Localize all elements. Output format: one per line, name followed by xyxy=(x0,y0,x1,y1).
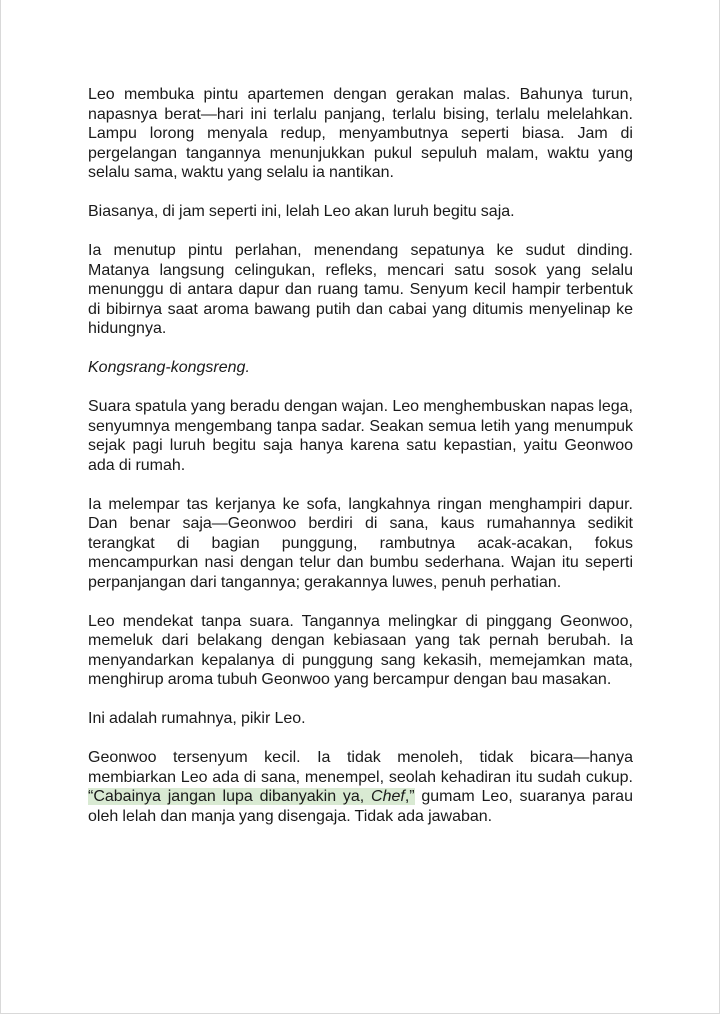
paragraph-8: Ini adalah rumahnya, pikir Leo. xyxy=(88,710,306,727)
paragraph-9 xyxy=(88,748,633,826)
paragraph-9-tail: gumam Leo, suaranya parau oleh lelah dan manja yang disengaja. Tidak ada jawaban. xyxy=(88,788,633,825)
paragraph-1: Leo membuka pintu apartemen dengan gerakan malas. Bahunya turun, napasnya berat—hari ini terlalu panjang, terlalu bising, terlalu melelahkan. Lampu lorong menyala redup, menyambutnya seperti biasa. Jam di pergelangan tangannya menunjukkan pukul sepuluh malam, waktu yang selalu sama, waktu yang selalu ia nantikan. xyxy=(88,86,633,181)
paragraph-7: Leo mendekat tanpa suara. Tangannya melingkar di pinggang Geonwoo, memeluk dari belakang dengan kebiasaan yang tak pernah berubah. Ia menyandarkan kepalanya di punggung sang kekasih, memejamkan mata, menghirup aroma tubuh Geonwoo yang bercampur dengan bau masakan. xyxy=(88,612,633,688)
highlighted-quote xyxy=(88,788,415,805)
paragraph-2: Biasanya, di jam seperti ini, lelah Leo akan luruh begitu saja. xyxy=(88,203,515,220)
paragraph-9-lead: Geonwoo tersenyum kecil. Ia tidak menoleh, tidak bicara—hanya membiarkan Leo ada di sana, menempel, seolah kehadiran itu sudah cukup. xyxy=(88,749,633,786)
paragraph-6: Ia melempar tas kerjanya ke sofa, langkahnya ringan menghampiri dapur. Dan benar saja—Geonwoo berdiri di sana, kaus rumahannya sedikit terangkat di bagian punggung, rambutnya acak-acakan, fokus mencampurkan nasi dengan telur dan bumbu sederhana. Wajan itu seperti perpanjangan dari tangannya; gerakannya luwes, penuh perhatian. xyxy=(88,495,633,591)
paragraph-3: Ia menutup pintu perlahan, menendang sepatunya ke sudut dinding. Matanya langsung celingukan, refleks, mencari satu sosok yang selalu menunggu di antara dapur dan ruang tamu. Senyum kecil hampir terbentuk di bibirnya saat aroma bawang putih dan cabai yang ditumis menyelinap ke hidungnya. xyxy=(88,242,633,337)
document-body xyxy=(88,85,633,826)
quote-end: ,” xyxy=(404,788,415,805)
quote-italic-word: Chef xyxy=(371,788,405,805)
paragraph-5: Suara spatula yang beradu dengan wajan. Leo menghembuskan napas lega, senyumnya mengembang tanpa sadar. Seakan semua letih yang menumpuk sejak pagi luruh begitu saja hanya karena satu kepastian, yaitu Geonwoo ada di rumah. xyxy=(88,398,633,474)
quote-start: “Cabainya jangan lupa dibanyakin ya, xyxy=(88,788,372,805)
sound-effect-paragraph: Kongsrang-kongsreng. xyxy=(88,359,250,376)
